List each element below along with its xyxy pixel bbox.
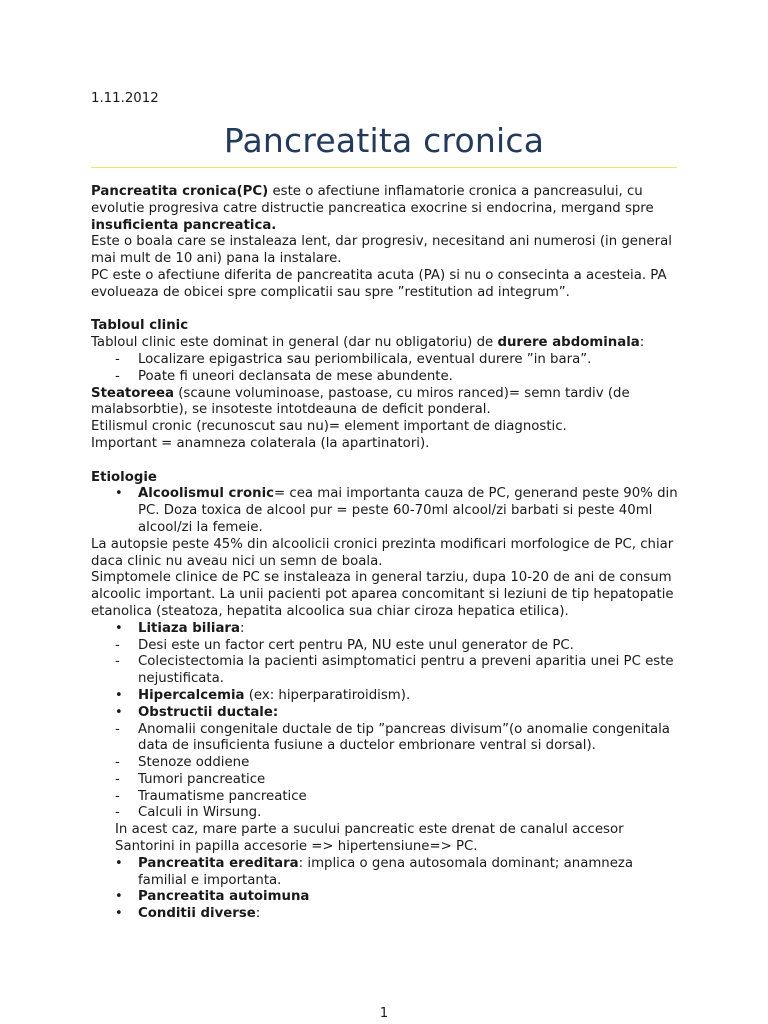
bullet-item-autoimmune bbox=[91, 889, 681, 906]
bullet-item-hereditary bbox=[91, 856, 681, 890]
lithiasis-term: Litiaza biliara bbox=[138, 620, 240, 636]
bullet-marker: • bbox=[115, 889, 123, 905]
intro-term: Pancreatita cronica(PC) bbox=[91, 184, 269, 199]
list-item bbox=[91, 789, 681, 806]
steatorrhea-text: (scaune voluminoase, pastoase, cu miros ranced)= semn tardiv (de malabsorbtie), se insoteste intotdeauna de deficit ponderal. bbox=[91, 385, 630, 418]
dash-marker: - bbox=[115, 788, 120, 804]
bullet-marker: • bbox=[115, 687, 123, 703]
bullet-marker: • bbox=[115, 704, 123, 720]
page-number: 1 bbox=[379, 1006, 389, 1021]
intro-paragraph-3: PC este o afectiune diferita de pancreatita acuta (PA) si nu o consecinta a acesteia. PA evolueaza de obicei spre complicatii sau spre ”restitution ad integrum”. bbox=[91, 267, 667, 300]
steatorrhea-term: Steatoreea bbox=[91, 385, 174, 401]
dash-marker: - bbox=[115, 654, 120, 670]
list-item-text: Calculi in Wirsung. bbox=[138, 805, 262, 821]
hereditary-term: Pancreatita ereditara bbox=[138, 855, 299, 871]
document-body bbox=[91, 184, 681, 923]
list-item bbox=[91, 369, 681, 386]
bullet-item-conditions bbox=[91, 906, 681, 923]
obstruction-term: Obstructii ductale: bbox=[138, 704, 279, 720]
alcohol-text: = cea mai importanta cauza de PC, generand peste 90% din PC. Doza toxica de alcool pur = peste 60-70ml alcool/zi barbati si peste 40ml alcool/zi la femeie. bbox=[138, 486, 678, 535]
hypercalcemia-text: (ex: hiperparatiroidism). bbox=[244, 687, 411, 703]
list-item bbox=[91, 772, 681, 789]
dash-marker: - bbox=[115, 368, 120, 384]
spacer bbox=[91, 302, 681, 319]
list-item bbox=[91, 352, 681, 369]
document-date: 1.11.2012 bbox=[91, 91, 159, 106]
dash-marker: - bbox=[115, 351, 120, 367]
list-item-text: Traumatisme pancreatice bbox=[138, 788, 307, 804]
list-item bbox=[91, 654, 681, 688]
intro-paragraph-2: Este o boala care se instaleaza lent, dar progresiv, necesitand ani numerosi (in general mai mult de 10 ani) pana la instalare. bbox=[91, 234, 672, 267]
clinical-lead bbox=[91, 335, 681, 352]
ethylism-paragraph: Etilismul cronic (recunoscut sau nu)= element important de diagnostic. bbox=[91, 419, 567, 435]
list-item bbox=[91, 638, 681, 655]
list-item bbox=[91, 805, 681, 822]
list-item-text: Tumori pancreatice bbox=[138, 771, 266, 787]
conditions-term: Conditii diverse bbox=[138, 906, 256, 922]
list-item-text: Localizare epigastrica sau periombilicala, eventual durere ”in bara”. bbox=[138, 351, 592, 367]
dash-marker: - bbox=[115, 755, 120, 771]
hereditary-text: : implica o gena autosomala dominant; anamneza familial e importanta. bbox=[138, 855, 634, 888]
bullet-item-obstruction bbox=[91, 705, 681, 722]
clinical-lead-term: durere abdominala bbox=[497, 335, 640, 351]
title-underline bbox=[91, 167, 677, 168]
alcohol-term: Alcoolismul cronic bbox=[138, 486, 275, 502]
dash-marker: - bbox=[115, 637, 120, 653]
section-heading-clinical bbox=[91, 318, 681, 335]
bullet-marker: • bbox=[115, 906, 123, 922]
section-heading-etiology bbox=[91, 470, 681, 487]
bullet-marker: • bbox=[115, 855, 123, 871]
autopsy-paragraph: La autopsie peste 45% din alcoolicii cronici prezinta modificari morfologice de PC, chiar daca clinic nu aveau nici un semn de boala. bbox=[91, 536, 674, 569]
dash-marker: - bbox=[115, 771, 120, 787]
list-item bbox=[91, 755, 681, 772]
bullet-item-lithiasis bbox=[91, 621, 681, 638]
dash-marker: - bbox=[115, 721, 120, 737]
hypercalcemia-term: Hipercalcemia bbox=[138, 687, 245, 703]
list-item-text: Stenoze oddiene bbox=[138, 755, 250, 771]
spacer bbox=[91, 453, 681, 470]
conditions-colon: : bbox=[255, 906, 261, 922]
intro-text: este o afectiune inflamatorie cronica a pancreasului, cu evolutie progresiva catre distructie pancreatica exocrine si endocrina, mergand spre bbox=[91, 184, 654, 216]
intro-term-2: insuficienta pancreatica. bbox=[91, 217, 277, 233]
list-item-text: Colecistectomia la pacienti asimptomatici pentru a preveni aparitia unei PC este nejustificata. bbox=[138, 654, 674, 687]
lithiasis-colon: : bbox=[239, 620, 245, 636]
symptoms-paragraph: Simptomele clinice de PC se instaleaza in general tarziu, dupa 10-20 de ani de consum alcoolic important. La unii pacienti pot aparea concomitant si leziuni de tip hepatopatie etanolica (steatoza, hepatita alcoolica sua chiar ciroza hepatica etilica). bbox=[91, 570, 674, 619]
important-note: Important = anamneza colaterala (la apartinatori). bbox=[91, 435, 430, 451]
list-item bbox=[91, 722, 681, 756]
list-item-text: Poate fi uneori declansata de mese abundente. bbox=[138, 368, 453, 384]
dash-marker: - bbox=[115, 805, 120, 821]
obstruction-note: In acest caz, mare parte a sucului pancreatic este drenat de canalul accesor Santorini in papilla accesorie => hipertensiune=> PC. bbox=[115, 822, 624, 855]
autoimmune-term: Pancreatita autoimuna bbox=[138, 889, 310, 905]
bullet-marker: • bbox=[115, 486, 123, 502]
etiology-heading-text: Etiologie bbox=[91, 469, 157, 485]
clinical-lead-text: Tabloul clinic este dominat in general (dar nu obligatoriu) de bbox=[91, 335, 498, 351]
clinical-lead-colon: : bbox=[639, 335, 645, 351]
bullet-marker: • bbox=[115, 620, 123, 636]
steatorrhea-paragraph bbox=[91, 386, 681, 420]
bullet-item-alcohol bbox=[91, 486, 681, 536]
intro-paragraph bbox=[91, 184, 681, 234]
list-item-text: Anomalii congenitale ductale de tip ”pancreas divisum”(o anomalie congenitala data de insuficienta fusiune a ductelor embrionare ventral si dorsal). bbox=[138, 721, 670, 754]
bullet-item-hypercalcemia bbox=[91, 688, 681, 705]
document-title: Pancreatita cronica bbox=[223, 121, 545, 160]
list-item-text: Desi este un factor cert pentru PA, NU este unul generator de PC. bbox=[138, 637, 574, 653]
clinical-heading-text: Tabloul clinic bbox=[91, 318, 189, 334]
